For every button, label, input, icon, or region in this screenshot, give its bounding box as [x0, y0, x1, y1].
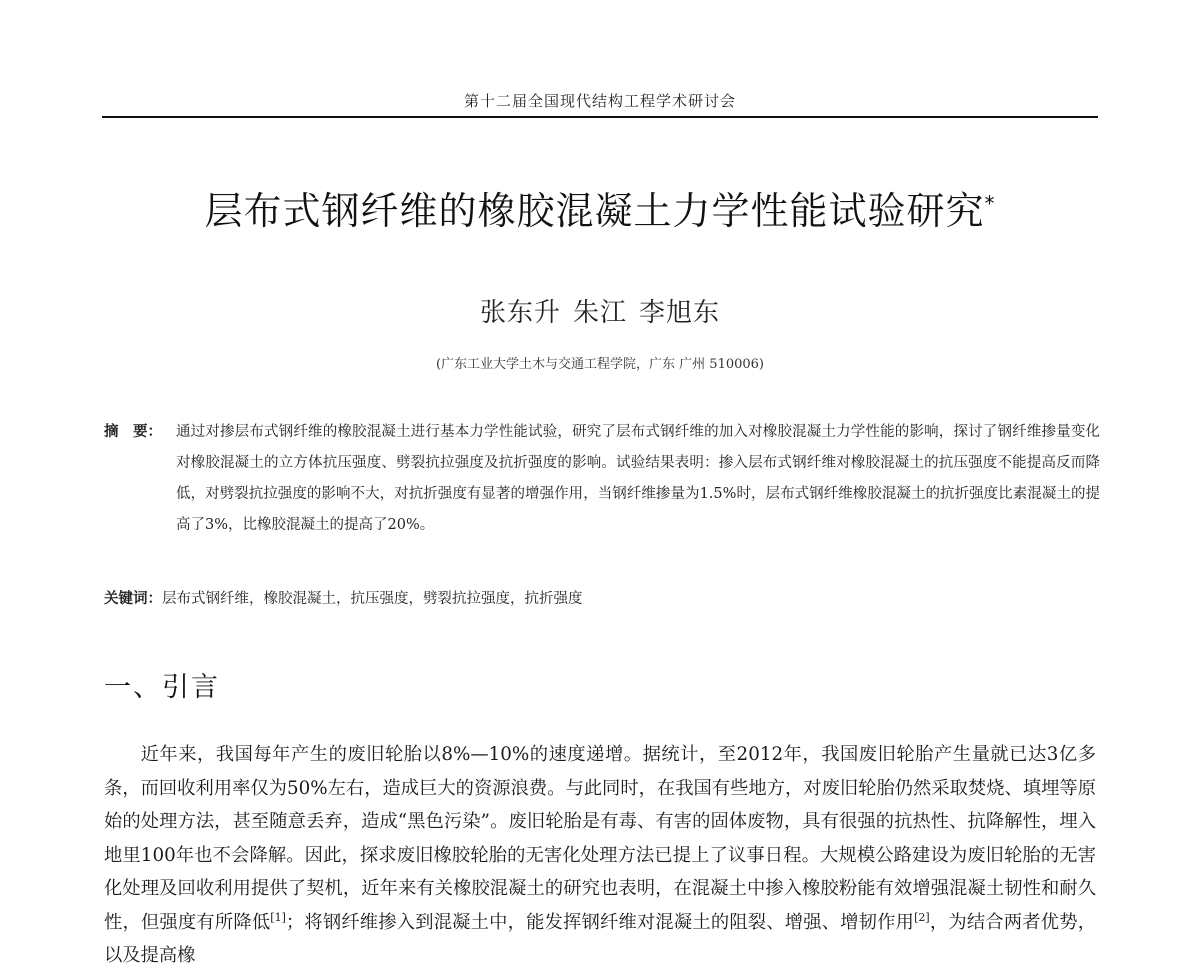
introduction-paragraph	[104, 738, 1097, 966]
abstract-block	[104, 417, 1100, 541]
header-rule	[102, 116, 1098, 118]
abstract-label: 摘 要：	[104, 424, 162, 440]
abstract-text: 通过对掺层布式钢纤维的橡胶混凝土进行基本力学性能试验，研究了层布式钢纤维的加入对橡胶混凝土力学性能的影响，探讨了钢纤维掺量变化对橡胶混凝土的立方体抗压强度、劈裂抗拉强度及抗折强度的影响。试验结果表明：掺入层布式钢纤维对橡胶混凝土的抗压强度不能提高反而降低，对劈裂抗拉强度的影响不大，对抗折强度有显著的增强作用，当钢纤维掺量为1.5%时，层布式钢纤维橡胶混凝土的抗折强度比素混凝土的提高了3%，比橡胶混凝土的提高了20%。	[176, 424, 1100, 533]
paragraph-text-part-2: ；将钢纤维掺入到混凝土中，能发挥钢纤维对混凝土的阻裂、增强、增韧作用	[285, 911, 915, 933]
paper-title	[0, 180, 1200, 235]
author-list	[0, 292, 1200, 329]
paragraph-text-part-1: 近年来，我国每年产生的废旧轮胎以8%—10%的速度递增。据统计，至2012年，我国废旧轮胎产生量就已达3亿多条，而回收利用率仅为50%左右，造成巨大的资源浪费。与此同时，在我国有些地方，对废旧轮胎仍然采取焚烧、填埋等原始的处理方法，甚至随意丢弃，造成“黑色污染”。废旧轮胎是有毒、有害的固体废物，具有很强的抗热性、抗降解性，埋入地里100年也不会降解。因此，探求废旧橡胶轮胎的无害化处理方法已提上了议事日程。大规模公路建设为废旧轮胎的无害化处理及回收利用提供了契机，近年来有关橡胶混凝土的研究也表明，在混凝土中掺入橡胶粉能有效增强混凝土韧性和耐久性，但强度有所降低	[104, 744, 1096, 933]
paragraph-text-part-3: ，为结合两者优势，以及提高橡	[104, 911, 1097, 966]
citation-ref-2[interactable]: [2]	[914, 910, 930, 924]
citation-ref-1[interactable]: [1]	[270, 910, 286, 924]
author-3: 李旭东	[639, 298, 721, 328]
keywords-text: 层布式钢纤维，橡胶混凝土，抗压强度，劈裂抗拉强度，抗折强度	[162, 591, 583, 607]
running-head: 第十二届全国现代结构工程学术研讨会	[463, 92, 736, 110]
author-2: 朱江	[572, 298, 627, 328]
affiliation: (广东工业大学土木与交通工程学院，广东 广州 510006)	[435, 357, 765, 372]
keywords-label: 关键词：	[104, 591, 162, 607]
title-footnote-mark: *	[984, 191, 996, 216]
keywords-block	[104, 587, 1100, 608]
paper-title-text: 层布式钢纤维的橡胶混凝土力学性能试验研究	[204, 189, 985, 233]
author-1: 张东升	[479, 298, 561, 328]
section-heading-introduction: 一、引言	[104, 672, 220, 703]
